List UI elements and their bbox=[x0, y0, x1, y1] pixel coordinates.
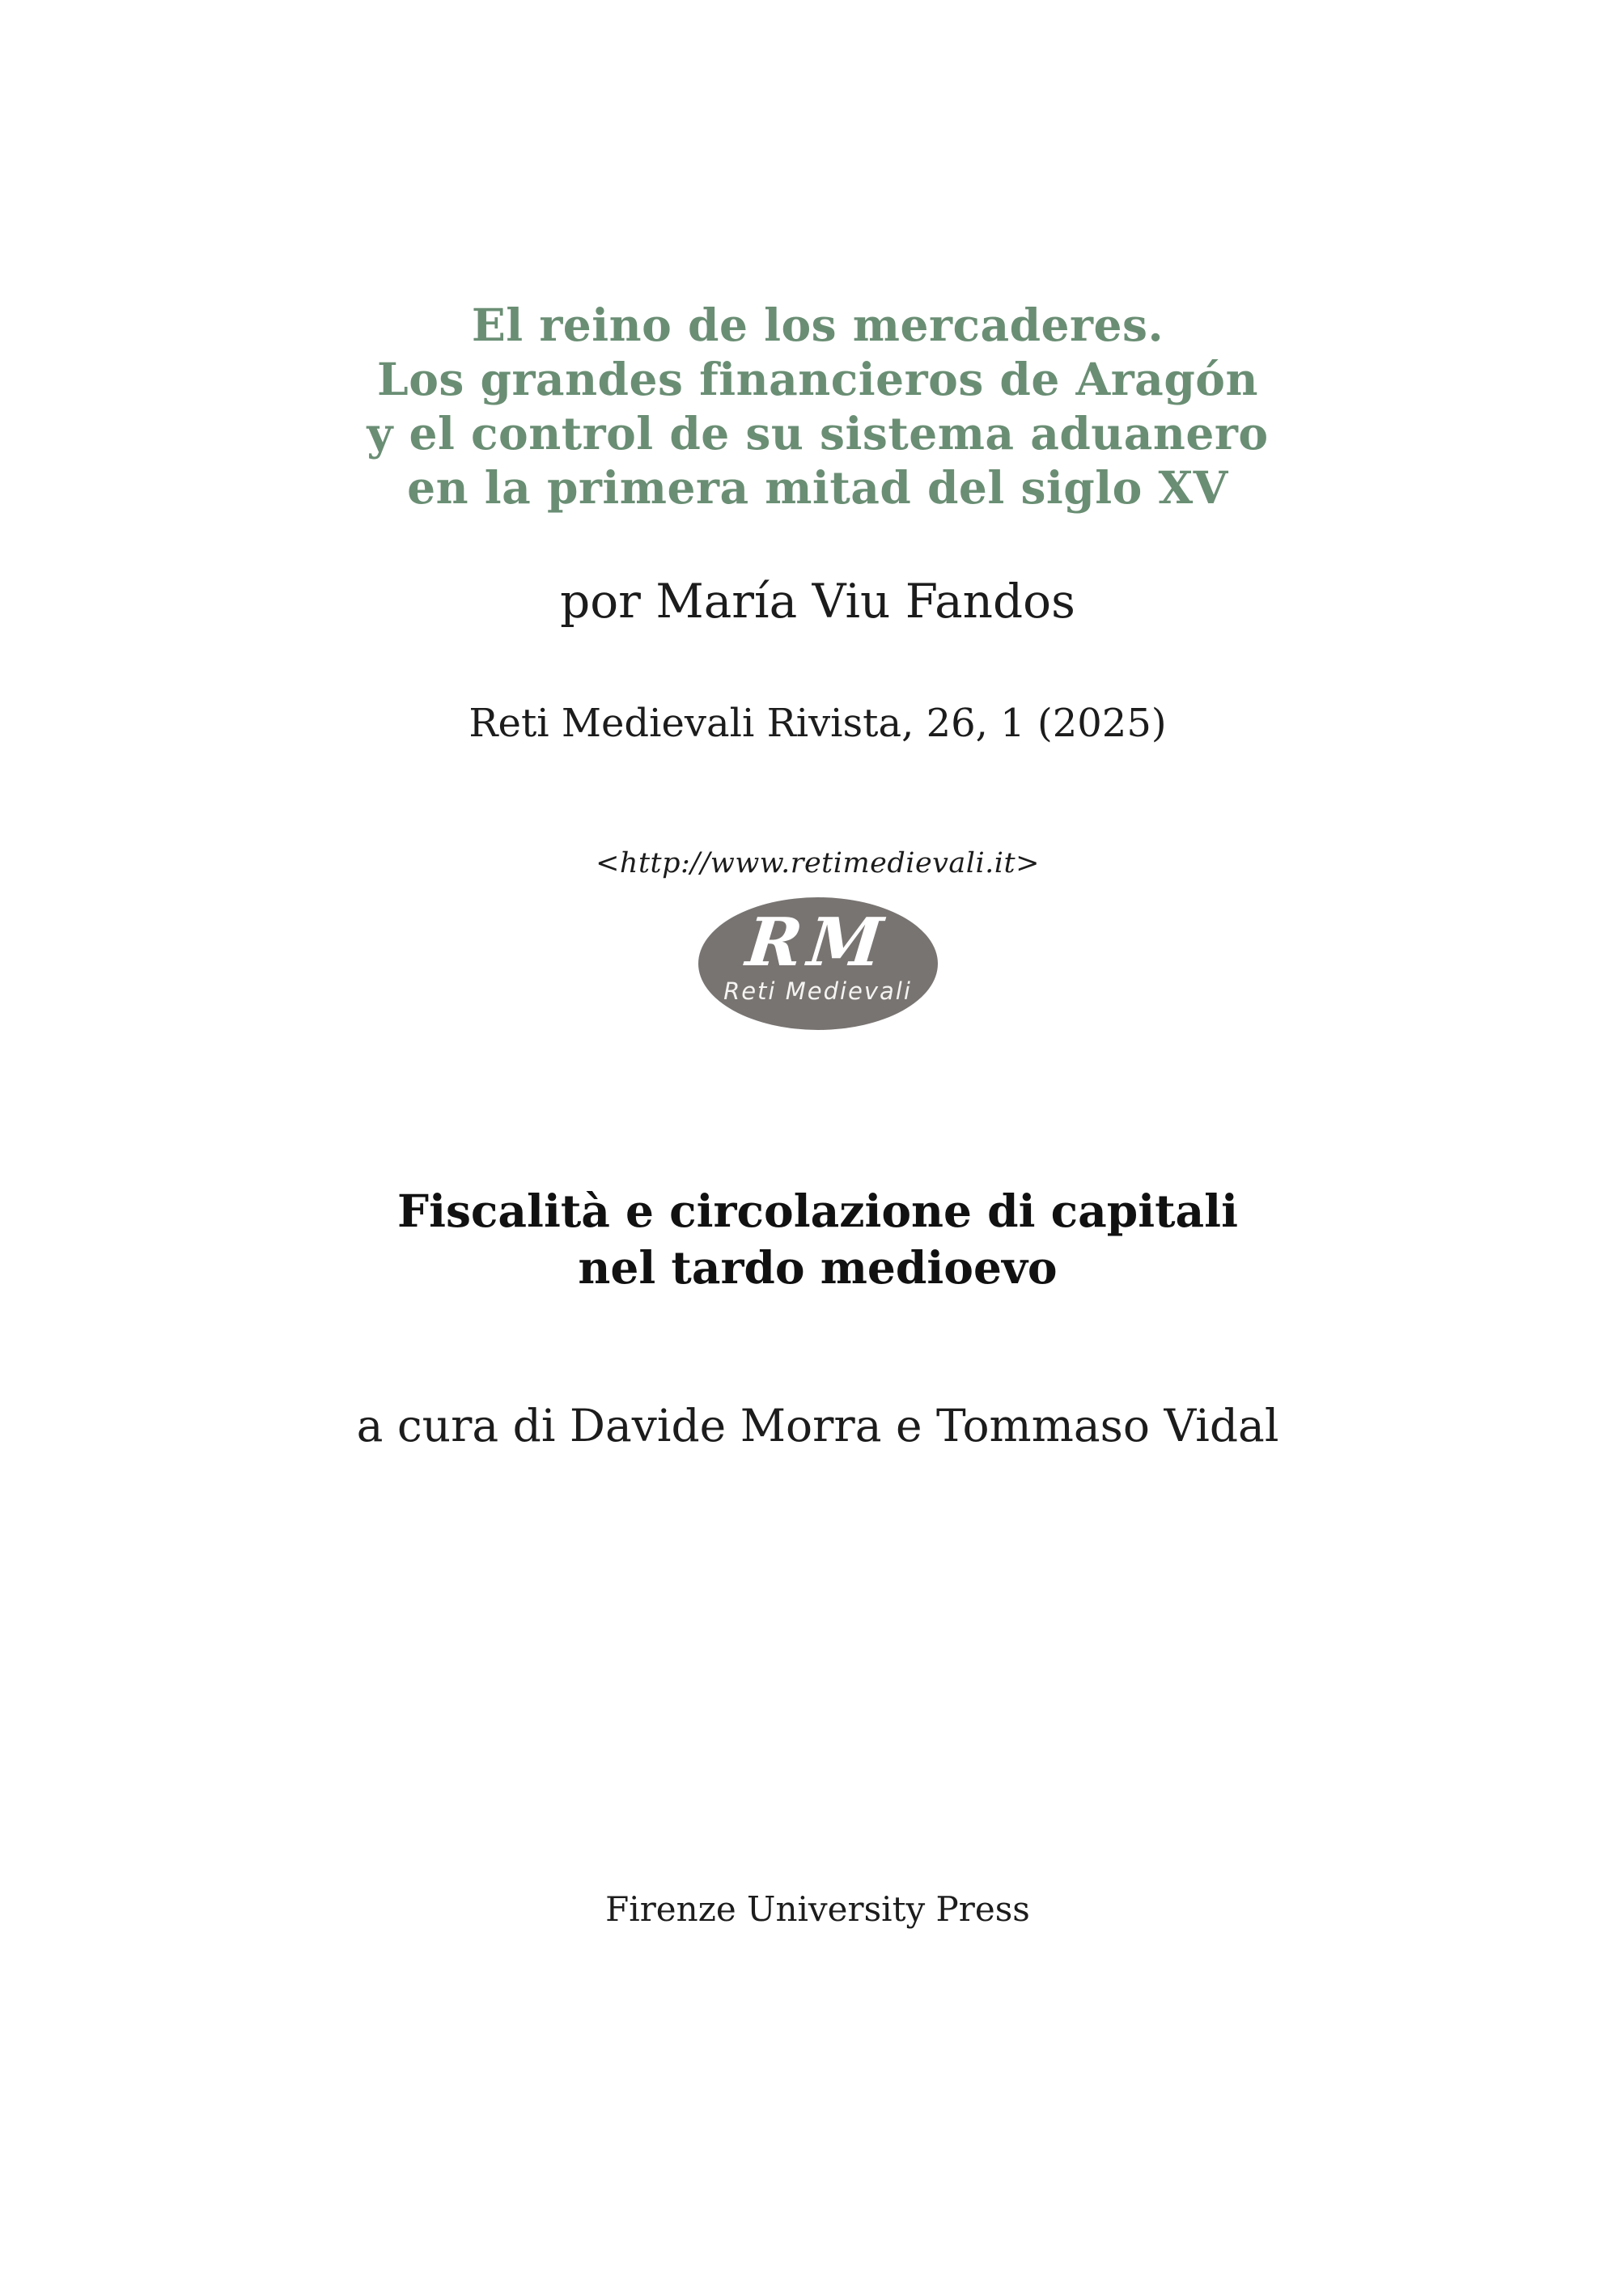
spanish-title-line-3: y el control de su sistema aduanero bbox=[367, 407, 1269, 460]
volume-title-line-2: nel tardo medioevo bbox=[578, 1241, 1058, 1294]
editors-line: a cura di Davide Morra e Tommaso Vidal bbox=[356, 1400, 1279, 1452]
spanish-title-line-2: Los grandes financieros de Aragón bbox=[377, 353, 1258, 405]
spanish-title-line-4: en la primera mitad del siglo XV bbox=[407, 461, 1228, 514]
spanish-title bbox=[6, 298, 1624, 515]
publisher-name: Firenze University Press bbox=[605, 1889, 1030, 1929]
logo-initials: RM bbox=[742, 904, 893, 981]
author-byline: por María Viu Fandos bbox=[560, 574, 1075, 629]
reti-medievali-logo bbox=[698, 897, 938, 1030]
volume-title bbox=[6, 1183, 1624, 1296]
website-url[interactable]: <http://www.retimedievali.it> bbox=[596, 847, 1040, 879]
volume-title-line-1: Fiscalità e circolazione di capitali bbox=[397, 1185, 1238, 1237]
spanish-title-line-1: El reino de los mercaderes. bbox=[471, 299, 1164, 351]
journal-reference: Reti Medievali Rivista, 26, 1 (2025) bbox=[469, 701, 1167, 746]
logo-wordmark: Reti Medievali bbox=[723, 977, 912, 1005]
